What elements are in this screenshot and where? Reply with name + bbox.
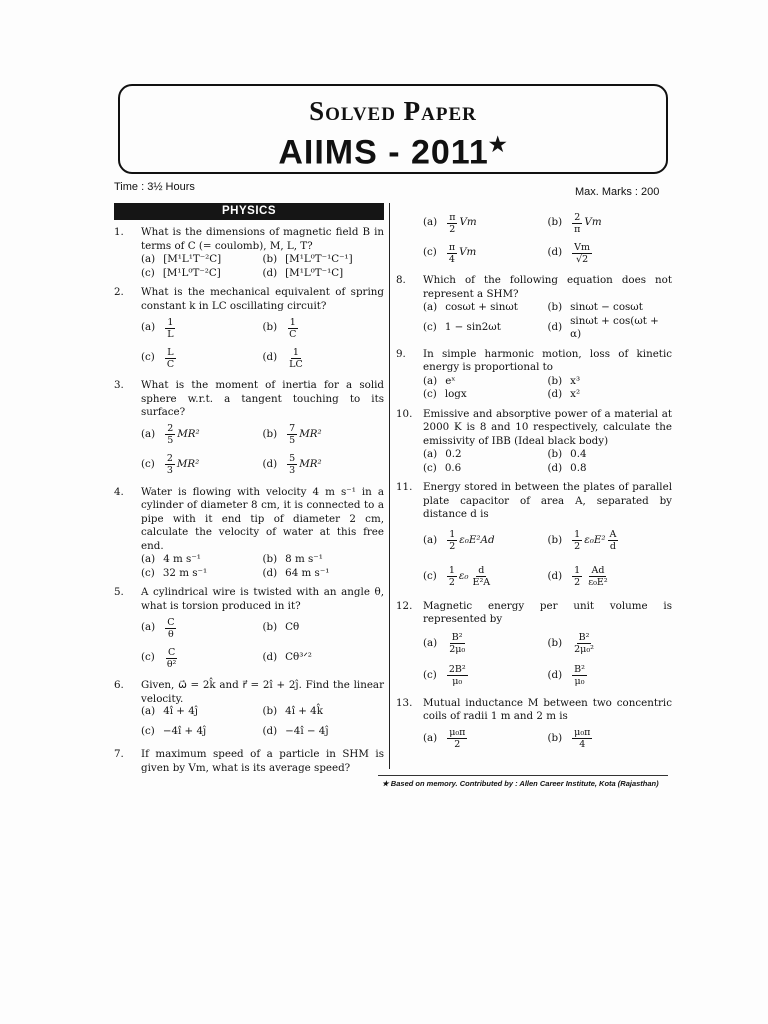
option-label: (d) bbox=[262, 725, 278, 738]
fraction bbox=[287, 453, 297, 476]
option-d bbox=[548, 315, 673, 342]
option-c bbox=[423, 388, 548, 402]
fraction bbox=[608, 529, 619, 552]
time-label: Time : 3½ Hours bbox=[114, 181, 195, 193]
option-value: x² bbox=[570, 388, 581, 400]
numerator: 1 bbox=[448, 565, 455, 576]
denominator: 2μ₀ bbox=[449, 644, 466, 655]
option-value: MR² bbox=[299, 427, 322, 440]
option-b bbox=[263, 420, 385, 450]
question-text: What is the moment of inertia for a solid sphere w.r.t. a tangent touching to its surface? bbox=[141, 379, 384, 418]
option-value: 1 − sin2ωt bbox=[444, 321, 501, 334]
question-number: 5. bbox=[114, 586, 124, 598]
option-b bbox=[548, 724, 673, 754]
option-value: sinωt + cos(ωt + α) bbox=[570, 314, 659, 340]
option-label: (a) bbox=[141, 553, 156, 565]
fraction bbox=[447, 727, 467, 750]
denominator: LC bbox=[289, 358, 303, 370]
option-label: (d) bbox=[547, 569, 563, 582]
numerator: C bbox=[167, 616, 175, 628]
option-value: Cθ³ᐟ² bbox=[285, 651, 312, 664]
option-label: (a) bbox=[141, 705, 156, 718]
denominator: 5 bbox=[167, 435, 174, 446]
options bbox=[423, 522, 672, 594]
fraction bbox=[572, 529, 582, 552]
question-7 bbox=[114, 748, 384, 775]
option-d bbox=[263, 267, 385, 281]
fraction bbox=[572, 664, 587, 687]
option-b bbox=[548, 522, 673, 560]
numerator: 1 bbox=[574, 565, 581, 576]
option-label: (b) bbox=[262, 427, 278, 440]
numerator: 1 bbox=[167, 316, 174, 328]
question-2 bbox=[114, 286, 384, 373]
option-a bbox=[423, 375, 548, 389]
option-label: (b) bbox=[547, 374, 563, 387]
option-value: Cθ bbox=[285, 621, 300, 634]
option-c bbox=[423, 238, 548, 268]
denominator: 2 bbox=[448, 577, 455, 588]
section-heading: PHYSICS bbox=[114, 203, 384, 220]
question-text: Energy stored in between the plates of parallel plate capacitor of area A, separated by distance d is bbox=[423, 481, 672, 520]
option-b bbox=[548, 448, 673, 462]
question-number: 3. bbox=[114, 379, 124, 391]
option-value: MR² bbox=[299, 457, 322, 470]
option-value: 0.2 bbox=[445, 448, 462, 460]
question-text: Given, ω⃗ = 2k̂ and r⃗ = 2î + 2ĵ. Find the linear velocity. bbox=[141, 679, 384, 705]
option-a bbox=[141, 613, 263, 643]
options bbox=[141, 702, 384, 742]
option-label: (b) bbox=[547, 216, 563, 229]
option-b bbox=[263, 253, 385, 267]
question-text: Mutual inductance M between two concentric coils of radii 1 m and 2 m is bbox=[423, 696, 672, 722]
question-10 bbox=[396, 408, 672, 476]
numerator: B² bbox=[451, 632, 463, 643]
numerator: B² bbox=[574, 664, 585, 675]
option-b bbox=[548, 301, 673, 315]
option-b bbox=[263, 313, 385, 343]
question-9 bbox=[396, 348, 672, 402]
question-text: Emissive and absorptive power of a material at 2000 K is 8 and 10 respectively, calculate the emissivity of IBB (Ideal black body) bbox=[423, 407, 672, 447]
question-number: 6. bbox=[114, 679, 124, 691]
denominator: d bbox=[609, 541, 616, 552]
option-value: 0.6 bbox=[444, 461, 462, 474]
question-number: 4. bbox=[114, 485, 124, 498]
option-label: (a) bbox=[141, 321, 156, 334]
denominator: 2 bbox=[574, 541, 581, 552]
options bbox=[141, 313, 384, 373]
option-label: (c) bbox=[141, 457, 155, 470]
option-a bbox=[141, 420, 263, 450]
numerator: 1 bbox=[289, 316, 296, 328]
fraction bbox=[447, 242, 457, 265]
fraction bbox=[165, 423, 175, 446]
option-label: (d) bbox=[262, 351, 278, 364]
paper-title-text: AIIMS - 2011 bbox=[278, 133, 489, 172]
denominator: √2 bbox=[576, 253, 589, 265]
left-column bbox=[114, 203, 384, 781]
option-label: (d) bbox=[262, 566, 278, 579]
denominator: C bbox=[289, 328, 297, 340]
option-a bbox=[423, 208, 548, 238]
fraction bbox=[471, 565, 493, 588]
option-label: (a) bbox=[423, 448, 438, 460]
question-text: A cylindrical wire is twisted with an angle θ, what is torsion produced in it? bbox=[141, 586, 384, 612]
option-value: MR² bbox=[176, 457, 200, 470]
option-value: [M¹L⁰T⁻¹C] bbox=[285, 266, 344, 279]
option-d bbox=[263, 450, 385, 480]
numerator: 7 bbox=[289, 423, 296, 434]
option-c bbox=[423, 560, 548, 594]
numerator: B² bbox=[578, 632, 590, 643]
option-value: 4 m s⁻¹ bbox=[163, 553, 201, 565]
denominator: 2 bbox=[449, 541, 456, 552]
option-d bbox=[548, 661, 673, 691]
option-a bbox=[423, 724, 548, 754]
numerator: 1 bbox=[449, 529, 456, 540]
option-label: (d) bbox=[547, 321, 563, 334]
numerator: A bbox=[609, 529, 617, 540]
question-text: In simple harmonic motion, loss of kinetic energy is proportional to bbox=[423, 347, 672, 373]
option-label: (a) bbox=[423, 374, 438, 387]
option-value: −4î − 4ĵ bbox=[285, 725, 329, 738]
fraction bbox=[447, 565, 457, 588]
numerator: π bbox=[449, 211, 456, 223]
denominator: π bbox=[574, 223, 581, 235]
question-4 bbox=[114, 486, 384, 581]
numerator: Vm bbox=[574, 241, 591, 253]
options bbox=[423, 724, 672, 754]
denominator: 3 bbox=[166, 465, 173, 476]
title-box bbox=[118, 84, 668, 174]
options bbox=[423, 448, 672, 475]
option-b bbox=[548, 208, 673, 238]
fraction bbox=[447, 529, 457, 552]
footnote-rule bbox=[378, 775, 668, 776]
question-text: Magnetic energy per unit volume is represented by bbox=[423, 599, 672, 625]
fraction bbox=[572, 242, 592, 265]
denominator: 2μ₀² bbox=[574, 644, 594, 655]
option-value: logx bbox=[444, 388, 467, 400]
option-label: (d) bbox=[262, 266, 278, 279]
option-label: (b) bbox=[547, 636, 563, 649]
option-label: (d) bbox=[547, 668, 563, 681]
numerator: μ₀π bbox=[574, 727, 591, 738]
fraction bbox=[572, 212, 582, 235]
option-value: 4î + 4k̂ bbox=[285, 705, 323, 718]
option-label: (a) bbox=[141, 253, 156, 265]
option-value: x³ bbox=[570, 374, 581, 387]
option-label: (c) bbox=[141, 725, 155, 738]
paper-title bbox=[120, 126, 666, 171]
option-label: (a) bbox=[423, 731, 438, 744]
numerator: 2 bbox=[574, 211, 581, 223]
numerator: 2B² bbox=[448, 664, 466, 675]
numerator: 2 bbox=[167, 423, 174, 434]
option-b bbox=[263, 613, 385, 643]
fraction bbox=[165, 647, 179, 670]
option-label: (a) bbox=[423, 533, 438, 546]
option-value: −4î + 4ĵ bbox=[162, 725, 207, 738]
question-13 bbox=[396, 697, 672, 754]
question-number: 10. bbox=[396, 407, 413, 420]
denominator: θ bbox=[167, 628, 174, 640]
option-b bbox=[548, 375, 673, 389]
question-text: Which of the following equation does not represent a SHM? bbox=[423, 274, 672, 300]
question-11 bbox=[396, 481, 672, 594]
option-d bbox=[548, 388, 673, 402]
option-label: (c) bbox=[141, 566, 155, 579]
denominator: 4 bbox=[579, 739, 586, 750]
option-value: Vm bbox=[459, 216, 477, 229]
option-label: (b) bbox=[547, 533, 563, 546]
question-1 bbox=[114, 226, 384, 280]
question-12 bbox=[396, 600, 672, 691]
fraction bbox=[165, 453, 175, 476]
denominator: 2 bbox=[449, 223, 456, 235]
denominator: 5 bbox=[289, 435, 296, 446]
option-label: (d) bbox=[547, 461, 563, 474]
option-value: Vm bbox=[584, 216, 602, 229]
option-label: (c) bbox=[423, 246, 437, 259]
options bbox=[141, 253, 384, 280]
option-label: (b) bbox=[547, 448, 563, 460]
marks-label: Max. Marks : 200 bbox=[575, 186, 660, 198]
option-label: (a) bbox=[423, 636, 438, 649]
option-a bbox=[423, 301, 548, 315]
numerator: Ad bbox=[591, 565, 605, 576]
option-b bbox=[263, 553, 385, 567]
option-a bbox=[423, 627, 548, 661]
fraction bbox=[287, 423, 297, 446]
option-label: (b) bbox=[262, 621, 278, 634]
numerator: C bbox=[167, 646, 176, 658]
option-label: (b) bbox=[262, 553, 278, 565]
denominator: μ₀ bbox=[452, 676, 463, 687]
footnote: ★ Based on memory. Contributed by : Allen Career Institute, Kota (Rajasthan) bbox=[382, 779, 659, 788]
question-number: 9. bbox=[396, 347, 406, 360]
denominator: C bbox=[166, 358, 175, 370]
denominator: E²A bbox=[472, 577, 491, 588]
option-c bbox=[141, 450, 263, 480]
option-label: (c) bbox=[423, 388, 437, 400]
option-value: ε₀ bbox=[458, 569, 469, 582]
question-6 bbox=[114, 679, 384, 742]
options bbox=[141, 613, 384, 673]
option-c bbox=[423, 315, 548, 342]
option-c bbox=[141, 343, 263, 373]
options bbox=[141, 553, 384, 580]
denominator: θ² bbox=[166, 658, 177, 670]
option-label: (d) bbox=[547, 388, 563, 400]
option-d bbox=[263, 643, 385, 673]
paper-subtitle: Solved Paper bbox=[309, 96, 477, 126]
numerator: 1 bbox=[574, 529, 581, 540]
question-number: 1. bbox=[114, 226, 124, 238]
question-number: 11. bbox=[396, 481, 413, 493]
option-label: (a) bbox=[141, 427, 156, 440]
denominator: 3 bbox=[289, 465, 296, 476]
option-a bbox=[141, 553, 263, 567]
option-value: 4î + 4ĵ bbox=[163, 705, 198, 718]
options bbox=[141, 420, 384, 480]
option-label: (c) bbox=[423, 461, 437, 474]
option-d bbox=[548, 560, 673, 594]
numerator: 2 bbox=[166, 453, 173, 464]
question-5 bbox=[114, 586, 384, 673]
question-number: 8. bbox=[396, 274, 406, 286]
fraction bbox=[447, 632, 467, 655]
fraction bbox=[572, 632, 596, 655]
column-divider bbox=[389, 203, 390, 769]
option-value: 32 m s⁻¹ bbox=[162, 566, 208, 579]
option-a bbox=[141, 253, 263, 267]
option-label: (a) bbox=[141, 621, 156, 634]
option-value: 0.8 bbox=[570, 461, 587, 474]
option-label: (c) bbox=[141, 266, 155, 279]
fraction bbox=[287, 317, 298, 340]
question-text: What is the dimensions of magnetic field B in terms of C (= coulomb), M, L, T? bbox=[141, 226, 384, 252]
option-value: cosωt + sinωt bbox=[445, 301, 518, 313]
fraction bbox=[165, 617, 176, 640]
option-value: ε₀E²Ad bbox=[459, 533, 495, 546]
question-number: 13. bbox=[396, 696, 413, 709]
option-value: [M¹L⁰T⁻²C] bbox=[162, 266, 221, 279]
option-a bbox=[141, 702, 263, 722]
question-text: What is the mechanical equivalent of spring constant k in LC oscillating circuit? bbox=[141, 286, 384, 312]
question-text: Water is flowing with velocity 4 m s⁻¹ in a cylinder of diameter 8 cm, it is connected to a pipe with it end tip of diameter 2 cm, calculate the velocity of water at this free end. bbox=[141, 485, 384, 552]
fraction bbox=[165, 347, 176, 370]
denominator: 2 bbox=[454, 739, 461, 750]
option-value: [M¹L⁰T⁻¹C⁻¹] bbox=[285, 253, 353, 265]
denominator: 4 bbox=[448, 253, 455, 265]
option-b bbox=[263, 702, 385, 722]
option-label: (d) bbox=[262, 457, 278, 470]
fraction bbox=[447, 212, 457, 235]
fraction bbox=[165, 317, 175, 340]
right-column bbox=[396, 208, 672, 760]
question-number: 2. bbox=[114, 286, 124, 298]
options bbox=[423, 375, 672, 402]
option-value: 0.4 bbox=[570, 448, 587, 460]
option-c bbox=[141, 643, 263, 673]
denominator: 2 bbox=[574, 577, 581, 588]
option-label: (b) bbox=[547, 301, 563, 313]
option-value: MR² bbox=[177, 427, 200, 440]
title-star-icon: ★ bbox=[488, 134, 508, 156]
fraction bbox=[572, 565, 582, 588]
option-a bbox=[141, 313, 263, 343]
denominator: L bbox=[167, 328, 174, 340]
options bbox=[423, 627, 672, 691]
denominator: ε₀E² bbox=[588, 577, 608, 588]
option-d bbox=[548, 238, 673, 268]
option-c bbox=[423, 661, 548, 691]
fraction bbox=[572, 727, 592, 750]
option-label: (d) bbox=[547, 246, 563, 259]
numerator: d bbox=[478, 565, 485, 576]
option-c bbox=[141, 722, 263, 742]
option-label: (c) bbox=[423, 668, 437, 681]
option-label: (d) bbox=[262, 651, 278, 664]
option-a bbox=[423, 522, 548, 560]
option-d bbox=[263, 722, 385, 742]
option-value: sinωt − cosωt bbox=[570, 301, 643, 313]
option-b bbox=[548, 627, 673, 661]
fraction bbox=[287, 347, 305, 370]
question-3 bbox=[114, 379, 384, 480]
option-label: (c) bbox=[423, 321, 437, 334]
fraction bbox=[586, 565, 609, 588]
denominator: μ₀ bbox=[574, 676, 585, 687]
option-label: (c) bbox=[423, 569, 437, 582]
numerator: μ₀π bbox=[449, 727, 466, 738]
numerator: 5 bbox=[289, 453, 296, 464]
option-label: (a) bbox=[423, 216, 438, 229]
option-value: eˣ bbox=[445, 374, 456, 387]
option-value: ε₀E² bbox=[584, 533, 606, 546]
option-label: (a) bbox=[423, 301, 438, 313]
options bbox=[423, 301, 672, 342]
question-7-options bbox=[396, 208, 672, 268]
option-c bbox=[141, 567, 263, 581]
fraction bbox=[447, 664, 468, 687]
question-number: 7. bbox=[114, 748, 124, 760]
option-value: Vm bbox=[459, 246, 477, 259]
option-value: [M¹L¹T⁻²C] bbox=[163, 253, 222, 265]
option-label: (c) bbox=[141, 351, 155, 364]
question-text: If maximum speed of a particle in SHM is given by Vm, what is its average speed? bbox=[141, 748, 384, 774]
option-c bbox=[423, 462, 548, 476]
option-d bbox=[263, 567, 385, 581]
question-number: 12. bbox=[396, 599, 413, 612]
option-d bbox=[548, 462, 673, 476]
option-a bbox=[423, 448, 548, 462]
question-8 bbox=[396, 274, 672, 342]
numerator: 1 bbox=[292, 346, 299, 358]
option-c bbox=[141, 267, 263, 281]
option-label: (b) bbox=[547, 731, 563, 744]
option-label: (b) bbox=[262, 321, 278, 334]
numerator: π bbox=[448, 241, 456, 253]
option-value: 64 m s⁻¹ bbox=[285, 566, 330, 579]
option-label: (b) bbox=[262, 705, 278, 718]
option-value: 8 m s⁻¹ bbox=[285, 553, 323, 565]
numerator: L bbox=[167, 346, 174, 358]
option-label: (b) bbox=[262, 253, 278, 265]
option-label: (c) bbox=[141, 651, 155, 664]
option-d bbox=[263, 343, 385, 373]
